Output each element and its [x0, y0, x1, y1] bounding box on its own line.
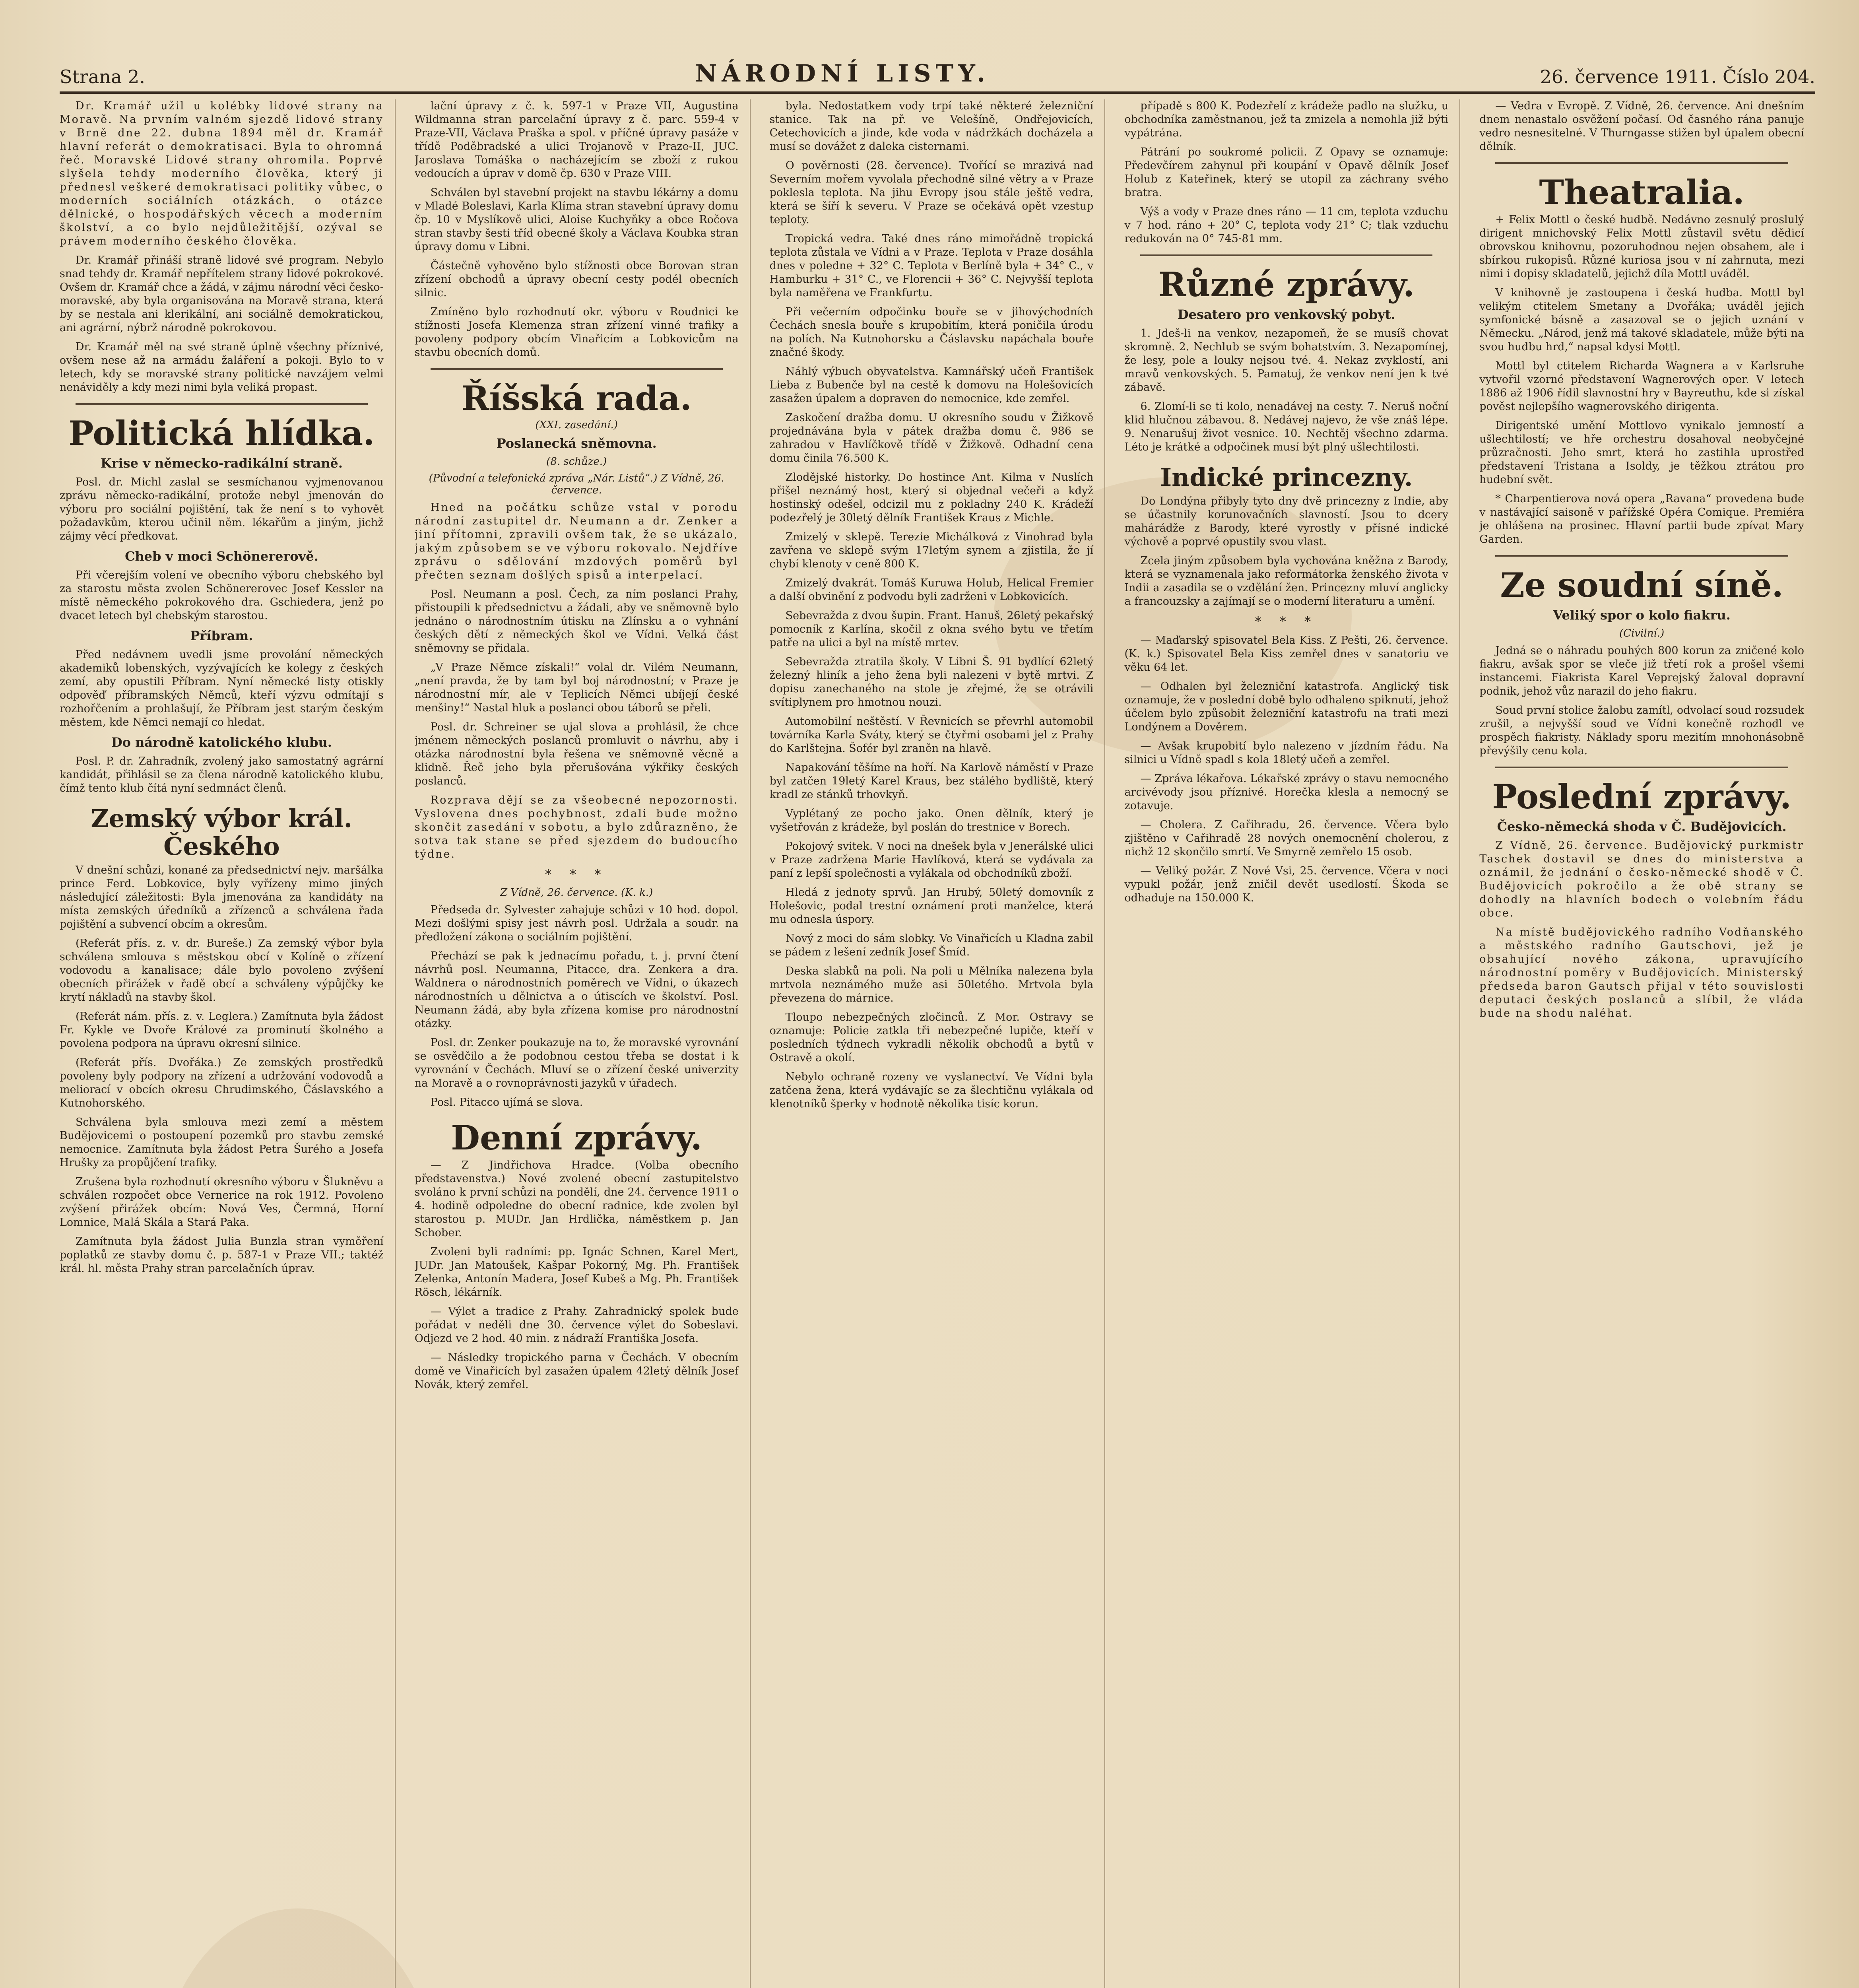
article-paragraph: Při večerním odpočinku bouře se v jihovýchodních Čechách snesla bouře s krupobitím, která poničila úrodu na polích. Na Kutnohorsku a Čáslavsku napáchala bouře značné škody.	[769, 306, 1094, 359]
article-paragraph: Vyplétaný ze pocho jako. Onen dělník, který je vyšetřován z krádeže, byl poslán do trestnice v Borech.	[769, 808, 1094, 833]
section-heading: Indické princezny.	[1160, 463, 1413, 492]
article-paragraph: Automobilní neštěstí. V Řevnicích se převrhl automobil továrníka Karla Sváty, který se čtyřmi osobami jel z Prahy do Karlštejna. Šofér byl zraněn na hlavě.	[769, 715, 1094, 755]
section-heading: Denní zprávy.	[451, 1118, 702, 1157]
article-paragraph: Na místě budějovického radního Vodňanského a městského radního Gautschovi, jež je obsahující nového zákona, upravujícího národnostní poměry v Budějovicích. Ministerský předseda baron Gautsch přijal v této souvislosti deputaci českých poslanců a slíbil, že vláda bude na shodu naléhat.	[1479, 926, 1804, 1019]
article-paragraph: Nebylo ochraně rozeny ve vyslanectví. Ve Vídni byla zatčena žena, která vydávajíc se za šlechtičnu vylákala od klenotníků šperky v hodnotě několika tisíc korun.	[769, 1071, 1094, 1110]
article-paragraph: Výš a vody v Praze dnes ráno — 11 cm, teplota vzduchu v 7 hod. ráno + 20° C, teplota vody 21° C; tlak vzduchu redukován na 0° 745·81 mm.	[1124, 206, 1449, 245]
session-note: (8. schůze.)	[546, 456, 607, 468]
article-paragraph: Před nedávnem uvedli jsme provolání německých akademiků lobenských, vyzývajících ke kolegy z českých zemí, aby opustili Příbram. Nyní německé listy otiskly odpověď příbramských Němců, kteří výzvu odmítají s rozhořčením a prohlašují, že Příbram jest starým českým městem, kde Němci nemají co hledat.	[60, 648, 384, 728]
article-paragraph: 1. Jdeš-li na venkov, nezapomeň, že se musíš chovat skromně. 2. Nechlub se svým bohatstvím. 3. Nezapomínej, že lesy, pole a louky nejsou tvé. 4. Nekaz zvyklostí, ani mravů venkovských. 5. Pamatuj, že venkov není jen k tvé zábavě.	[1124, 327, 1449, 394]
section-heading: Politická hlídka.	[68, 414, 375, 453]
article-paragraph: Sebevražda z dvou šupin. Frant. Hanuš, 26letý pekařský pomocník z Karlína, skočil z okna svého bytu ve třetím patře na ulici a byl na místě mrtev.	[769, 610, 1094, 649]
article-paragraph: Zmizelý v sklepě. Terezie Michálková z Vinohrad byla zavřena ve sklepě svým 17letým synem a zjistila, že jí chybí klenoty v ceně 800 K.	[769, 531, 1094, 570]
article-paragraph: Posl. Pitacco ujímá se slova.	[430, 1096, 583, 1109]
article-paragraph: Při včerejším volení ve obecního výboru chebského byl za starostu města zvolen Schönererovec Josef Kessler na místě německého pokrokového dra. Gschiedera, jenž po dvacet letech byl chebským starostou.	[60, 569, 384, 622]
separator-stars: * * *	[545, 867, 608, 882]
article-paragraph: V knihovně je zastoupena i česká hudba. Mottl byl velikým ctitelem Smetany a Dvořáka; uváděl jejich symfonické básně a zasazoval se o jejich uznání v Německu. „Národ, jenž má takové skladatele, může býti na svou hudbu hrd,“ napsal kdysi Mottl.	[1479, 287, 1804, 353]
article-paragraph: Předseda dr. Sylvester zahajuje schůzi v 10 hod. dopol. Mezi došlými spisy jest návrh posl. Udržala a soudr. na předložení zákona o sociálním pojištění.	[414, 904, 739, 943]
article-paragraph: — Z Jindřichova Hradce. (Volba obecního představenstva.) Nové zvolené obecní zastupitelstvo svoláno k první schůzi na pondělí, dne 24. července 1911 o 4. hodině odpoledne do obecní radnice, kde zvolen byl starostou p. MUDr. Jan Hrdlička, náměstkem p. Jan Schober.	[414, 1159, 739, 1239]
article-paragraph: (Referát nám. přís. z. v. Leglera.) Zamítnuta byla žádost Fr. Kykle ve Dvoře Králové za prominutí školného a povolena podpora na úpravu okresní silnice.	[60, 1010, 384, 1050]
column-3	[770, 99, 1106, 1988]
article-paragraph: Zlodějské historky. Do hostince Ant. Kilma v Nuslích přišel neznámý host, který si objednal večeři a když hostinský odešel, odcizil mu z pokladny 240 K. Krádeží podezřelý je 30letý dělník František Kraus z Michle.	[769, 471, 1094, 524]
article-paragraph: — Avšak krupobití bylo nalezeno v jízdním řádu. Na silnici u Vídně spadl s kola 18letý učeň a zemřel.	[1124, 740, 1449, 766]
article-paragraph: — Veliký požár. Z Nové Vsi, 25. července. Včera v noci vypukl požár, jenž zničil devět usedlostí. Škoda se odhaduje na 150.000 K.	[1124, 865, 1449, 904]
article-paragraph: Mottl byl ctitelem Richarda Wagnera a v Karlsruhe vytvořil vzorné představení Wagnerových oper. V letech 1886 až 1906 řídil slavnostní hry v Bayreuthu, kde si získal pověst nejlepšího wagnerovského dirigenta.	[1479, 360, 1804, 413]
article-paragraph: Dr. Kramář měl na své straně úplně všechny příznivé, ovšem nese až na armádu žaláření a pokoji. Bylo to v letech, kdy se moravské strany politické navzájem velmi nenáviděly a kdy mezi nimi byla veliká propast.	[60, 341, 384, 394]
subheading: Cheb v moci Schönererově.	[125, 549, 318, 564]
article-paragraph: Zrušena byla rozhodnutí okresního výboru v Šlukněvu a schválen rozpočet obce Vernerice na rok 1912. Povoleno zvýšení přirážek obcím: Nová Ves, Čermná, Horní Lomnice, Malá Skála a Stará Paka.	[60, 1176, 384, 1229]
divider	[76, 403, 368, 405]
column-1	[60, 99, 396, 1988]
section-heading: Zemský výbor král. Českého	[91, 804, 353, 861]
subheading: Do národně katolického klubu.	[111, 735, 332, 750]
article-paragraph: Soud první stolice žalobu zamítl, odvolací soud rozsudek zrušil, a nejvyšší soud ve Vídni konečně rozhodl ve prospěch fiakristy. Náklady sporu mezitím mnohonásobně převýšily cenu kola.	[1479, 704, 1804, 757]
page-header	[60, 60, 1815, 94]
article-paragraph: Zcela jiným způsobem byla vychována kněžna z Barody, která se vyznamenala jako reformátorka ženského života v Indii a zasadila se o vzdělání žen. Princezny mluví anglicky a francouzsky a zajímají se o moderní literaturu a umění.	[1124, 555, 1449, 608]
divider	[1495, 555, 1788, 557]
article-paragraph: Dirigentské umění Mottlovo vynikalo jemností a ušlechtilostí; ve hře orchestru dosahoval neobyčejné průzračnosti. Jeho smrt, která ho zastihla uprostřed představení Tristana a Isoldy, je těžkou ztrátou pro hudební svět.	[1479, 419, 1804, 486]
article-paragraph: Sebevražda ztratila školy. V Libni Š. 91 bydlící 62letý železný hliník a jeho žena byli nalezeni v bytě mrtvi. Z dopisu zanechaného na stole je zřejmé, že se otrávili svítiplynem pro hmotnou nouzi.	[769, 656, 1094, 709]
dateline: Z Vídně, 26. července. (K. k.)	[500, 887, 653, 899]
article-paragraph: * Charpentierova nová opera „Ravana“ provedena bude v nastávající saisoně v pařížské Opéra Comique. Premiéra je ohlášena na prosinec. Hlavní partii bude zpívat Mary Garden.	[1479, 493, 1804, 546]
column-5	[1479, 99, 1815, 1988]
article-paragraph: Hledá z jednoty sprvů. Jan Hrubý, 50letý domovník z Holešovic, podal trestní oznámení proti manželce, která mu odnesla úspory.	[769, 886, 1094, 926]
article-paragraph: Deska slabků na poli. Na poli u Mělníka nalezena byla mrtvola neznámého muže asi 50letého. Mrtvola byla převezena do márnice.	[769, 965, 1094, 1004]
article-paragraph: Zmíněno bylo rozhodnutí okr. výboru v Roudnici ke stížnosti Josefa Klemenza stran zřízení vinné trafiky a povoleny podpory obcím Vinařicím a Lobkovicům na stavbu obecních domů.	[414, 306, 739, 359]
subheading: Poslanecká sněmovna.	[496, 436, 657, 451]
divider	[431, 368, 723, 370]
article-paragraph: Hned na počátku schůze vstal v porodu národní zastupitel dr. Neumann a dr. Zenker a jiní přítomni, zpravili ovšem tak, že se ukázalo, jakým způsobem se ve výboru rokovalo. Nejdříve zprávu o sdělování mzdových poměrů byl přečten seznam došlých spisů a interpelací.	[414, 501, 739, 581]
article-paragraph: „V Praze Němce získali!“ volal dr. Vilém Neumann, „není pravda, že by tam byl boj národnostní; v Praze je národnostní mír, ale v Teplicích Němci ubíjejí české menšiny!“ Nastal hluk a poslanci obou táborů se přeli.	[414, 661, 739, 714]
article-paragraph: (Referát přís. z. v. dr. Bureše.) Za zemský výbor byla schválena smlouva s městskou obcí v Kolíně o zřízení vodovodu a kanalisace; dále bylo povoleno zvýšení obecních přirážek v řadě obcí a schváleny výpůjčky ke krytí nákladů na stavby škol.	[60, 937, 384, 1004]
article-paragraph: — Cholera. Z Cařihradu, 26. července. Včera bylo zjištěno v Cařihradě 28 nových onemocnění cholerou, z nichž 12 skončilo smrtí. Ve Smyrně zemřelo 15 osob.	[1124, 819, 1449, 858]
article-paragraph: Náhlý výbuch obyvatelstva. Kamnářský učeň František Lieba z Bubenče byl na cestě k domovu na Holešovicích zasažen úpalem a dopraven do nemocnice, kde zemřel.	[769, 365, 1094, 405]
article-paragraph: Pokojový svitek. V noci na dnešek byla v Jenerálské ulici v Praze zadržena Marie Havlíková, která se vydávala za paní z lepší společnosti a vylákala od obchodníků zboží.	[769, 840, 1094, 879]
article-paragraph: Pátrání po soukromé policii. Z Opavy se oznamuje: Předevčírem zahynul při koupání v Opavě dělník Josef Holub z Kateřinek, který se utopil za záchrany svého bratra.	[1124, 146, 1449, 199]
article-paragraph: Zamítnuta byla žádost Julia Bunzla stran vyměření poplatků ze stavby domu č. p. 587-1 v Praze VII.; taktéž král. hl. města Prahy stran parcelačních úprav.	[60, 1235, 384, 1275]
article-paragraph: lační úpravy z č. k. 597-1 v Praze VII, Augustina Wildmanna stran parcelační úpravy z č. parc. 559-4 v Praze-VII, Václava Praška a spol. v příčné úpravy pasáže v třídě Poděbradské a ulici Trojanově v Praze-II, JUC. Jaroslava Tomáška o nacházejícím se zboží z rukou vedoucích a úprav v domě čp. 630 v Praze VIII.	[414, 100, 739, 180]
article-paragraph: Částečně vyhověno bylo stížnosti obce Borovan stran zřízení obchodů a úpravy obecní cesty podél obecních silnic.	[414, 260, 739, 299]
article-paragraph: Do Londýna přibyly tyto dny dvě princezny z Indie, aby se účastnily korunovačních slavností. Jsou to dcery mahárádže z Barody, které vyrostly v přísné indické výchově a poprvé opustily svou vlast.	[1124, 495, 1449, 548]
article-paragraph: 6. Zlomí-li se ti kolo, nenadávej na cesty. 7. Neruš noční klid hlučnou zábavou. 8. Nedávej najevo, že vše znáš lépe. 9. Nenarušuj život vesnice. 10. Nechtěj všechno zdarma. Léto je krátké a odpočinek musí být plný ušlechtilosti.	[1124, 400, 1449, 453]
article-paragraph: Posl. Neumann a posl. Čech, za ním poslanci Prahy, přistoupili k předsednictvu a žádali, aby ve sněmovně bylo jednáno o národnostním útisku na Zlínsku a o vyhnání českých dětí z německých škol ve Vídni. Velká část sněmovny se přidala.	[414, 588, 739, 654]
article-paragraph: — Odhalen byl železniční katastrofa. Anglický tisk oznamuje, že v poslední době bylo odhaleno spiknutí, jehož účelem bylo způsobit železniční katastrofu na trati mezi Londýnem a Dověrem.	[1124, 680, 1449, 733]
section-heading: Ze soudní síně.	[1500, 565, 1783, 605]
article-paragraph: Posl. P. dr. Zahradník, zvolený jako samostatný agrární kandidát, přihlásil se za člena národně katolického klubu, čímž tento klub čítá nyní sedmnáct členů.	[60, 755, 384, 794]
article-paragraph: Dr. Kramář přináší straně lidové své program. Nebylo snad tehdy dr. Kramář nepřítelem strany lidové pokrokové. Ovšem dr. Kramář chce a žádá, v zájmu národní věci česko-moravské, aby byla organisována na Moravě strana, která by se nestala ani klerikální, ani sociálně demokratickou, ani agrární, nýbrž národně pokrokovou.	[60, 254, 384, 334]
subheading: Krise v německo-radikální straně.	[100, 456, 343, 471]
column-2	[415, 99, 751, 1988]
masthead: NÁRODNÍ LISTY.	[695, 60, 990, 87]
article-paragraph: Dr. Kramář užil u kolébky lidové strany na Moravě. Na prvním valném sjezdě lidové strany v Brně dne 22. dubna 1894 měl dr. Kramář hlavní referát o demokratisaci. Byla to ohromná řeč. Moravské Lidové strany ohromila. Poprvé slyšela tehdy moderního člověka, který ji přednesl veškeré demokratisaci politiky vůbec, o moderních sociálních otázkách, o otázce dělnické, o hospodářských věcech a moderním školství, a co bylo nejdůležitější, ozýval se právem moderního českého člověka.	[60, 100, 384, 247]
article-paragraph: Schválen byl stavební projekt na stavbu lékárny a domu v Mladé Boleslavi, Karla Klíma stran stavební úpravy domu čp. 10 v Myslíkově ulici, Aloise Kuchyňky a obce Ročova stran stavby šesti tříd obecné školy a Václava Koubka stran úpravy domu v Libni.	[414, 186, 739, 253]
section-heading: Různé zprávy.	[1158, 265, 1415, 304]
session-note: (XXI. zasedání.)	[535, 419, 618, 431]
page-number: Strana 2.	[60, 66, 145, 87]
article-paragraph: Rozprava dějí se za všeobecné nepozornosti. Vyslovena dnes pochybnost, zdali bude možno skončit zasedání v sobotu, a bylo zdůrazněno, že sotva tak stane se před sjezdem do budoucího týdne.	[414, 794, 739, 860]
subheading: Příbram.	[190, 628, 253, 643]
divider	[1140, 254, 1432, 256]
article-paragraph: Zvoleni byli radními: pp. Ignác Schnen, Karel Mert, JUDr. Jan Matoušek, Kašpar Pokorný, Mg. Ph. František Zelenka, Antonín Madera, Josef Kubeš a Mg. Ph. František Rösch, lékárník.	[414, 1246, 739, 1299]
article-paragraph: případě s 800 K. Podezřelí z krádeže padlo na služku, u obchodníka zaměstnanou, jež ta zmizela a nemohla již býti vypátrána.	[1124, 100, 1449, 139]
article-paragraph: (Referát přís. Dvořáka.) Ze zemských prostředků povoleny byly podpory na zřízení a udržování vodovodů a meliorací v obcích okresu Chrudimského, Čáslavského a Kutnohorského.	[60, 1056, 384, 1109]
divider	[1495, 162, 1788, 164]
article-paragraph: Posl. dr. Schreiner se ujal slova a prohlásil, že chce jménem německých poslanců promluvit o návrhu, aby i otázka národnostní byla řešena ve sněmovně věcně a klidně. Řeč jeho byla přerušována výkřiky českých poslanců.	[414, 721, 739, 787]
article-paragraph: Zmizelý dvakrát. Tomáš Kuruwa Holub, Helical Fremier a další obvinění z podvodu byli zadrženi v Lobkovicích.	[769, 577, 1094, 603]
subheading-note: (Civilní.)	[1619, 627, 1665, 639]
article-paragraph: — Výlet a tradice z Prahy. Zahradnický spolek bude pořádat v neděli dne 30. července výlet do Sobeslavi. Odjezd ve 2 hod. 40 min. z nádraží Františka Josefa.	[414, 1305, 739, 1345]
separator-stars: * * *	[1255, 614, 1318, 629]
subheading: Veliký spor o kolo fiakru.	[1553, 608, 1731, 623]
article-paragraph: Posl. dr. Zenker poukazuje na to, že moravské vyrovnání se osvědčilo a že podobnou cestou třeba se dostat i k vyrovnání v Čechách. Mluví se o zřízení české univerzity na Moravě a o rovnoprávnosti jazyků v úřadech.	[414, 1037, 739, 1089]
article-paragraph: + Felix Mottl o české hudbě. Nedávno zesnulý proslulý dirigent mnichovský Felix Mottl zůstavil světu dědicí obrovskou knihovnu, pozoruhodnou nejen obsahem, ale i sbírkou rukopisů. Různé kuriosa jsou v ní zahrnuta, mezi nimi i dopisy skladatelů, jejichž díla Mottl uváděl.	[1479, 214, 1804, 280]
article-paragraph: V dnešní schůzi, konané za předsednictví nejv. maršálka prince Ferd. Lobkovice, byly vyřízeny mimo jiných následující záležitosti: Byla jmenována za kandidáty na místa zemských úředníků a zřízenců a schválena řada pojištění a subvencí obcím a okresům.	[60, 864, 384, 930]
article-paragraph: O pověrnosti (28. července). Tvořící se mrazivá nad Severním mořem vyvolala přechodně silné větry a v Praze poklesla teplota. Na jihu Evropy jsou stále ještě vedra, která se šíří k severu. V Praze se očekává opět vzestup teploty.	[769, 159, 1094, 226]
article-paragraph: byla. Nedostatkem vody trpí také některé železniční stanice. Tak na př. ve Velešíně, Ondřejovicích, Cetechovicích a jinde, kde voda v nádržkách docházela a musí se dovážet z daleka cisternami.	[769, 100, 1094, 153]
article-paragraph: — Vedra v Evropě. Z Vídně, 26. července. Ani dnešním dnem nenastalo osvěžení počasí. Od časného rána panuje vedro nesnesitelné. V Thurngasse stižen byl úpalem obecní dělník.	[1479, 100, 1804, 153]
subheading: Desatero pro venkovský pobyt.	[1177, 307, 1395, 322]
dateline: (Původní a telefonická zpráva „Nár. Listů“.) Z Vídně, 26. července.	[429, 472, 724, 496]
article-paragraph: Napakování těšíme na hoří. Na Karlově náměstí v Praze byl zatčen 19letý Karel Kraus, bez stálého bydliště, který kradl ze stánků trhovkyň.	[769, 761, 1094, 801]
section-heading: Theatralia.	[1539, 173, 1745, 212]
issue-date: 26. července 1911. Číslo 204.	[1540, 66, 1815, 87]
article-paragraph: Zaskočení dražba domu. U okresního soudu v Žižkově projednávána byla v pátek dražba domu č. 986 se zahradou v Havlíčkově třídě v Žižkově. Odhadní cena domu činila 76.500 K.	[769, 412, 1094, 464]
article-paragraph: Tloupo nebezpečných zločinců. Z Mor. Ostravy se oznamuje: Policie zatkla tři nebezpečné lupiče, kteří v posledních týdnech vykradli několik obchodů a bytů v Ostravě a okolí.	[769, 1011, 1094, 1064]
article-paragraph: Přechází se pak k jednacímu pořadu, t. j. první čtení návrhů posl. Neumanna, Pitacce, dra. Zenkera a dra. Waldnera o národnostních poměrech ve Vídni, o úkazech národnostních u dělnictva a o útiscích ve školství. Posl. Neumann žádá, aby byla zřízena komise pro národnostní otázky.	[414, 950, 739, 1030]
columns	[60, 99, 1815, 1988]
column-4	[1124, 99, 1460, 1988]
article-paragraph: Jedná se o náhradu pouhých 800 korun za zničené kolo fiakru, avšak spor se vleče již třetí rok a prošel všemi instancemi. Fiakrista Karel Veprejský žaloval dopravní podnik, jehož vůz narazil do jeho fiakru.	[1479, 645, 1804, 697]
section-heading: Říšská rada.	[461, 379, 692, 418]
section-heading: Poslední zprávy.	[1492, 777, 1792, 816]
article-paragraph: Tropická vedra. Také dnes ráno mimořádně tropická teplota zůstala ve Vídni a v Praze. Teplota v Praze dosáhla dnes v poledne + 32° C. Teplota v Berlíně byla + 34° C., v Hamburku + 31° C., ve Florencii + 36° C. Nejvyšší teplota byla naměřena ve Frankfurtu.	[769, 233, 1094, 299]
article-paragraph: Schválena byla smlouva mezi zemí a městem Budějovicemi o postoupení pozemků pro stavbu zemské nemocnice. Zamítnuta byla žádost Petra Šurého a Josefa Hrušky za propůjčení trafiky.	[60, 1116, 384, 1169]
divider	[1495, 767, 1788, 768]
article-paragraph: Nový z moci do sám slobky. Ve Vinařicích u Kladna zabil se pádem z lešení zedník Josef Šmíd.	[769, 932, 1094, 958]
article-paragraph: — Následky tropického parna v Čechách. V obecním domě ve Vinařicích byl zasažen úpalem 42letý dělník Josef Novák, který zemřel.	[414, 1351, 739, 1391]
subheading: Česko-německá shoda v Č. Budějovicích.	[1497, 819, 1787, 834]
article-paragraph: Posl. dr. Michl zaslal se sesmíchanou vyjmenovanou zprávu německo-radikální, protože nebyl jmenován do výboru pro sociální pojištění, tak že není s to vyhovět požadavkům, kterou učinil něm. lékařům a jiným, jichž zájmy věcí předkovat.	[60, 476, 384, 542]
article-paragraph: — Maďarský spisovatel Bela Kiss. Z Pešti, 26. července. (K. k.) Spisovatel Bela Kiss zemřel dnes v sanatoriu ve věku 64 let.	[1124, 634, 1449, 674]
article-paragraph: Z Vídně, 26. července. Budějovický purkmistr Taschek dostavil se dnes do ministerstva a oznámil, že jednání o česko-německé shodě v Č. Budějovicích pokročilo a že obě strany se dohodly na hlavních bodech o volebním řádu obce.	[1479, 839, 1804, 919]
article-paragraph: — Zpráva lékařova. Lékařské zprávy o stavu nemocného arcivévody jsou příznivé. Horečka klesla a nemocný se zotavuje.	[1124, 773, 1449, 812]
